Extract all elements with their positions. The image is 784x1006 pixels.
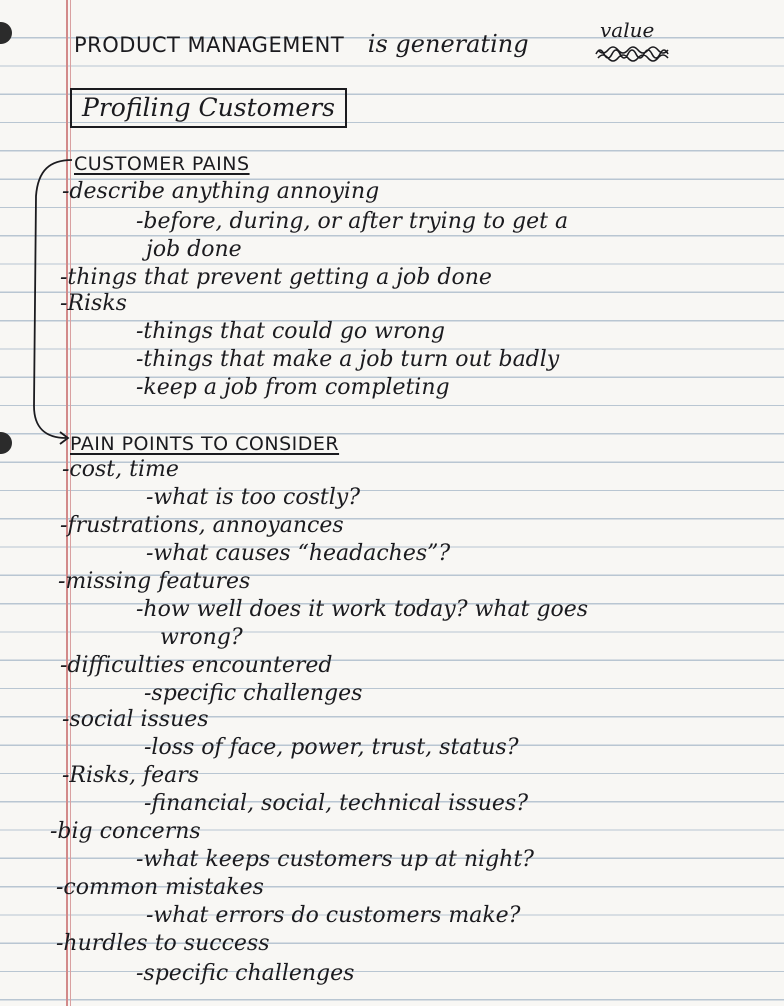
sub-item: -keep a job from completing	[136, 375, 450, 400]
section-heading: PAIN POINTS TO CONSIDER	[70, 433, 340, 455]
punch-hole	[0, 22, 12, 44]
list-item: -difficulties encountered	[60, 653, 333, 678]
inserted-word: value	[600, 18, 655, 42]
sub-item: -financial, social, technical issues?	[144, 791, 529, 816]
list-item: -cost, time	[62, 457, 179, 482]
title-topic: PRODUCT MANAGEMENT	[74, 33, 345, 57]
sub-item: -before, during, or after trying to get a	[136, 209, 569, 234]
list-item: -Risks	[60, 291, 127, 316]
sub-item: job done	[146, 237, 242, 262]
sub-item: -what is too costly?	[146, 485, 360, 510]
boxed-title: Profiling Customers	[70, 88, 347, 128]
section-heading: CUSTOMER PAINS	[74, 153, 250, 175]
list-item: -describe anything annoying	[62, 179, 380, 204]
title-rest: is generating	[367, 30, 529, 58]
sub-item: -loss of face, power, trust, status?	[144, 735, 519, 760]
sub-item: -specific challenges	[144, 681, 363, 706]
margin-line-secondary	[70, 0, 71, 1006]
punch-hole	[0, 432, 12, 454]
list-item: -hurdles to success	[56, 931, 270, 956]
sub-item: -what causes “headaches”?	[146, 541, 451, 566]
margin-line	[66, 0, 68, 1006]
list-item: -Risks, fears	[62, 763, 200, 788]
sub-item: -specific challenges	[136, 961, 355, 986]
sub-item: -things that make a job turn out badly	[136, 347, 560, 372]
list-item: -common mistakes	[56, 875, 264, 900]
list-item: -missing features	[58, 569, 251, 594]
list-item: -big concerns	[50, 819, 201, 844]
sub-item: -how well does it work today? what goes	[136, 597, 589, 622]
sub-item: -what keeps customers up at night?	[136, 847, 534, 872]
sub-item: -what errors do customers make?	[146, 903, 521, 928]
list-item: -frustrations, annoyances	[60, 513, 344, 538]
sub-item: -things that could go wrong	[136, 319, 445, 344]
sub-item: wrong?	[160, 625, 243, 650]
page-title	[74, 30, 529, 58]
crossed-out-word	[594, 44, 672, 64]
list-item: -things that prevent getting a job done	[60, 265, 492, 290]
list-item: -social issues	[62, 707, 209, 732]
